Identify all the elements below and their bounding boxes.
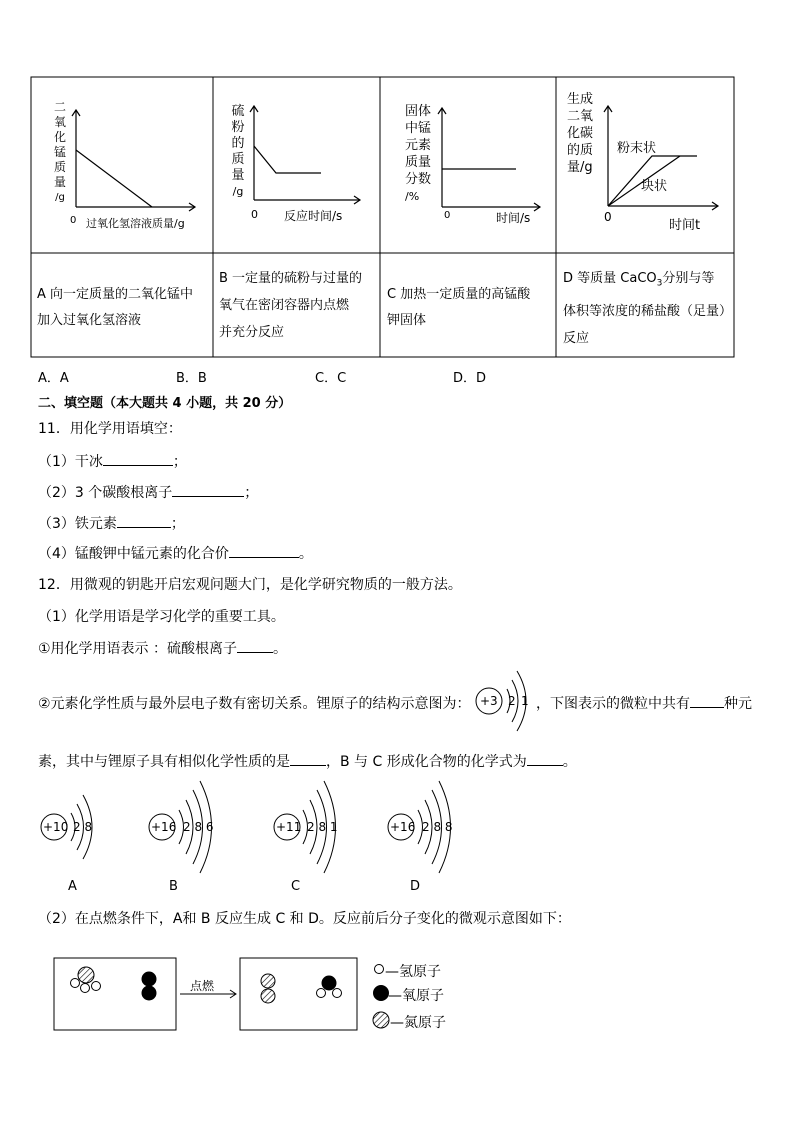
reactant-box (54, 958, 176, 1030)
graph-b-origin: 0 (251, 208, 258, 221)
q12-blank3 (290, 751, 326, 766)
q12-blank1 (237, 638, 273, 653)
graph-c-ylabel: 固体 中锰 元素 质量 分数 /% (405, 104, 432, 203)
q11-blank1 (103, 451, 173, 466)
water-molecule (317, 976, 342, 998)
legend-hydrogen: —氢原子 (385, 964, 441, 980)
atom-a-label: A (68, 879, 77, 894)
graph-d-origin: 0 (604, 210, 612, 224)
atom-d-nucleus: +16 (390, 820, 416, 834)
atom-b-electrons: 2 8 6 (183, 820, 214, 834)
option-c: C．C (315, 371, 347, 386)
q12-item2-line1b: ，下图表示的微粒中共有 种元 (536, 693, 752, 713)
atom-b-label: B (169, 879, 178, 894)
graph-a-ylabel: 二 氧 化 锰 质 量 /g (53, 100, 66, 203)
q11-blank2 (172, 482, 244, 497)
ammonia-molecule (71, 967, 101, 993)
graph-a-origin: 0 (70, 215, 77, 226)
q11-part3: （3）铁元素 ； (38, 513, 185, 533)
graph-c-axes (438, 108, 540, 211)
atom-c-label: C (291, 879, 301, 894)
q12-blank2 (690, 693, 724, 708)
q11-part4: （4）锰酸钾中锰元素的化合价 。 (38, 543, 313, 563)
q12-part2: （2）在点燃条件下，A和 B 反应生成 C 和 D。反应前后分子变化的微观示意图如下： (38, 911, 571, 927)
li-shell1: 2 (508, 694, 516, 708)
li-nucleus: +3 (480, 694, 498, 708)
legend-nitrogen: —氮原子 (390, 1015, 446, 1031)
graph-b-curve (254, 146, 321, 173)
atom-a-electrons: 2 8 (73, 820, 93, 834)
q11-stem: 11．用化学用语填空： (38, 421, 182, 437)
reaction-arrow-label: 点燃 (190, 979, 215, 993)
nitrogen-molecule (261, 974, 275, 1003)
desc-a: A 向一定质量的二氧化锰中 加入过氧化氢溶液 (37, 287, 194, 328)
graph-d-axes (604, 106, 718, 210)
atom-c-electrons: 2 8 1 (307, 820, 338, 834)
q12-blank4 (527, 751, 563, 766)
option-b: B．B (176, 371, 207, 386)
atom-d-label: D (410, 879, 421, 894)
graph-a-xlabel: 过氧化氢溶液质量/g (86, 217, 185, 230)
graph-d-xlabel: 时间t (669, 218, 701, 233)
oxygen-molecule (142, 972, 156, 1000)
graph-b-axes (250, 106, 360, 204)
graph-d-label-powder: 粉末状 (617, 141, 657, 156)
graph-a-curve (76, 150, 152, 207)
atom-b-nucleus: +16 (151, 820, 177, 834)
q12-stem: 12．用微观的钥匙开启宏观问题大门，是化学研究物质的一般方法。 (38, 577, 462, 593)
graph-b-xlabel: 反应时间/s (284, 209, 343, 223)
q11-part2: （2）3 个碳酸根离子 ； (38, 482, 258, 502)
q11-part1: （1）干冰 ； (38, 451, 187, 471)
q12-item1: ①用化学用语表示 ：硫酸根离子 。 (38, 638, 287, 658)
q11-blank4 (229, 543, 299, 558)
graph-c-origin: 0 (444, 210, 451, 221)
graph-d-ylabel: 生成 二氧 化碳 的质 量/g (567, 92, 594, 175)
graph-b-ylabel: 硫 粉 的 质 量 /g (231, 104, 245, 198)
option-d: D．D (453, 371, 487, 386)
graph-c-xlabel: 时间/s (496, 211, 531, 225)
q12-part1: （1）化学用语是学习化学的重要工具。 (38, 609, 285, 625)
q12-item2-line2: 素，其中与锂原子具有相似化学性质的是 ，B 与 C 形成化合物的化学式为 。 (38, 751, 577, 771)
desc-b: B 一定量的硫粉与过量的 氧气在密闭容器内点燃 并充分反应 (219, 271, 363, 340)
legend-oxygen: —氧原子 (388, 988, 444, 1004)
section-heading: 二、填空题（本大题共 4 小题，共 20 分） (38, 396, 292, 411)
option-a: A．A (38, 371, 69, 386)
atom-a-nucleus: +10 (43, 820, 69, 834)
q12-item2-line1: ②元素化学性质与最外层电子数有密切关系。锂原子的结构示意图为： (38, 696, 471, 712)
q11-blank3 (117, 513, 171, 528)
atom-d-electrons: 2 8 8 (422, 820, 453, 834)
desc-c: C 加热一定质量的高锰酸 钾固体 (387, 287, 531, 328)
desc-d: D 等质量 CaCO$_3$分别与等 体积等浓度的稀盐酸（足量） 反应 (563, 271, 733, 346)
atom-c-nucleus: +11 (276, 820, 302, 834)
graph-d-label-block: 块状 (641, 179, 668, 194)
li-shell2: 1 (521, 694, 529, 708)
